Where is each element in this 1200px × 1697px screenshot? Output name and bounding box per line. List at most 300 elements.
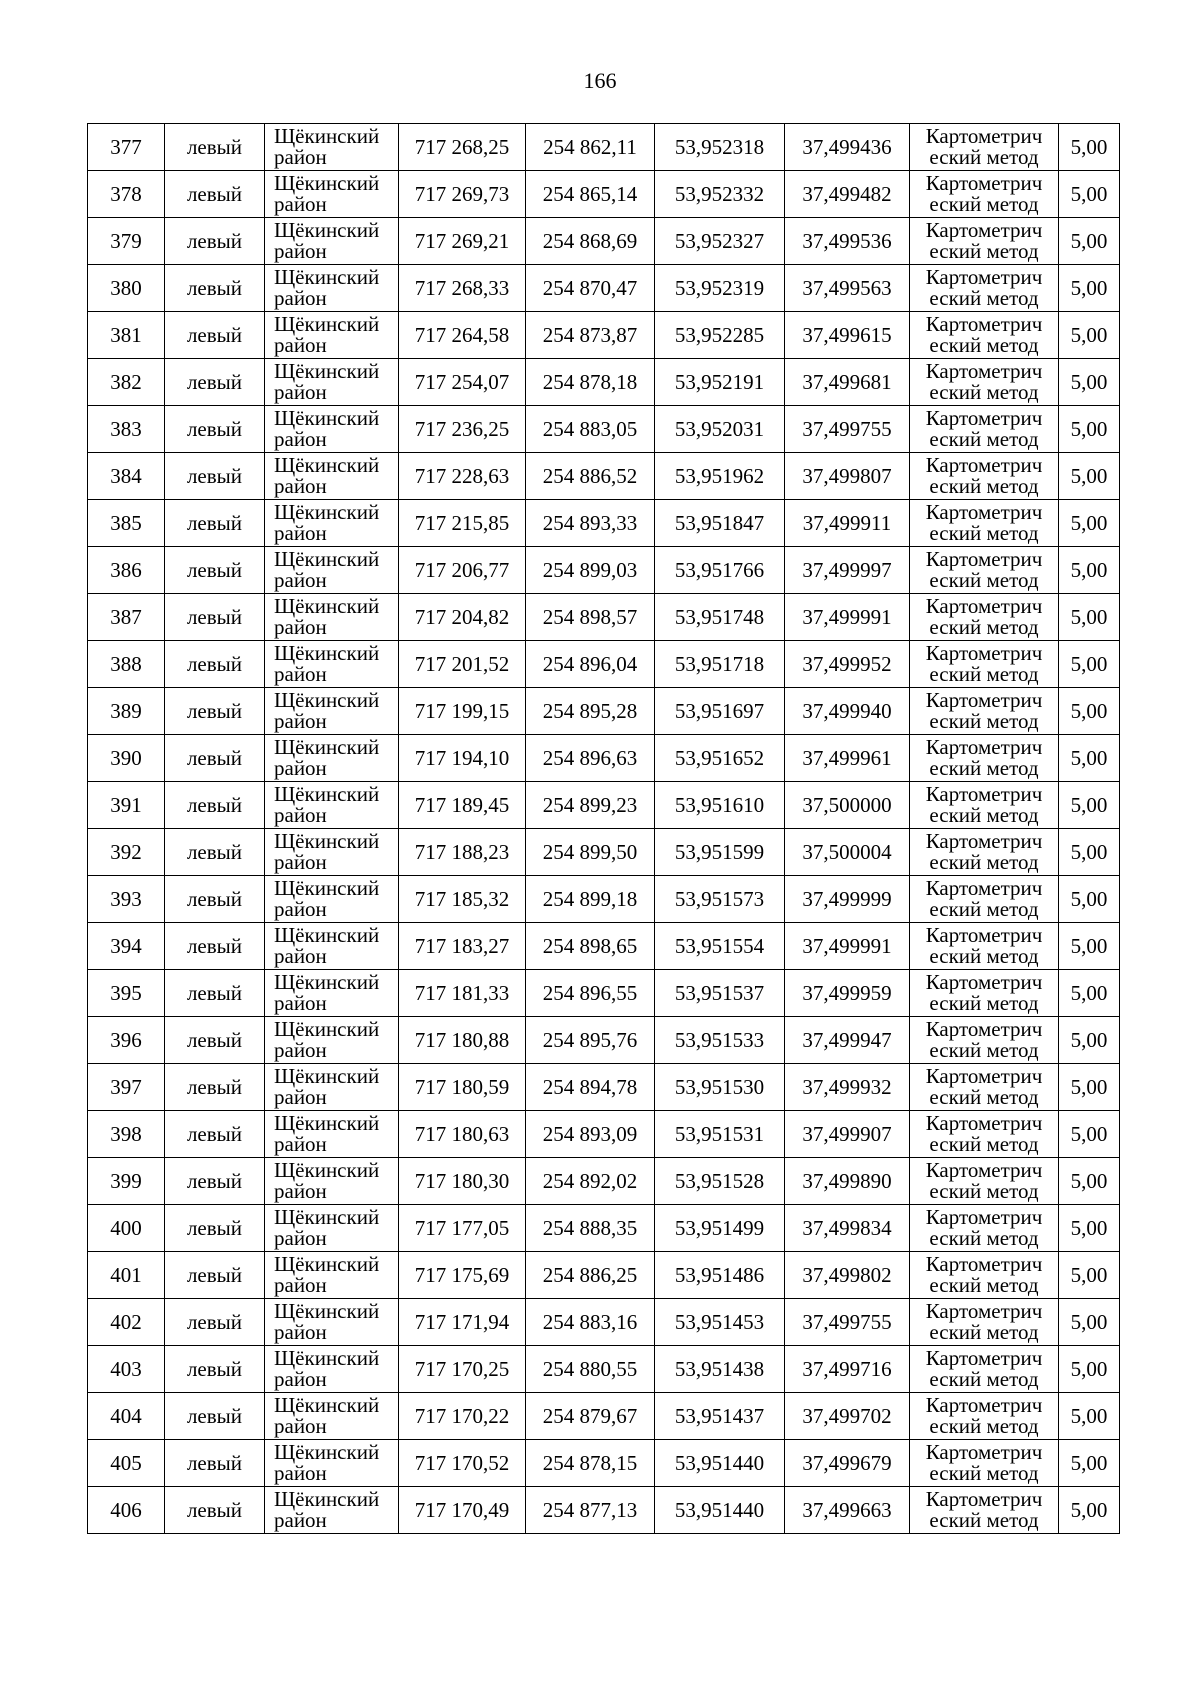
point-number-cell: 400: [88, 1205, 165, 1252]
x-coordinate-cell: 717 180,63: [399, 1111, 526, 1158]
method-line-1: Картометрич: [925, 406, 1043, 430]
table-row: [88, 1158, 1120, 1205]
district-line-1: Щёкинский: [274, 218, 380, 242]
x-coordinate-cell: 717 180,30: [399, 1158, 526, 1205]
method-line-2: еский метод: [929, 145, 1039, 169]
bank-side-cell: левый: [165, 735, 265, 782]
method-line-2: еский метод: [929, 1085, 1039, 1109]
method-cell: [910, 1299, 1059, 1346]
table-row: [88, 359, 1120, 406]
latitude-cell: 53,951610: [655, 782, 785, 829]
point-number-cell: 401: [88, 1252, 165, 1299]
table-row: [88, 265, 1120, 312]
y-coordinate-cell: 254 894,78: [526, 1064, 655, 1111]
bank-side-cell: левый: [165, 594, 265, 641]
point-number-cell: 391: [88, 782, 165, 829]
bank-side-cell: левый: [165, 171, 265, 218]
bank-side-cell: левый: [165, 923, 265, 970]
accuracy-cell: 5,00: [1059, 1487, 1120, 1534]
longitude-cell: 37,499615: [785, 312, 910, 359]
longitude-cell: 37,499997: [785, 547, 910, 594]
district-cell: [265, 594, 399, 641]
district-line-1: Щёкинский: [274, 782, 380, 806]
method-line-2: еский метод: [929, 709, 1039, 733]
district-cell: [265, 1064, 399, 1111]
x-coordinate-cell: 717 180,88: [399, 1017, 526, 1064]
bank-side-cell: левый: [165, 218, 265, 265]
district-line-1: Щёкинский: [274, 876, 380, 900]
table-row: [88, 829, 1120, 876]
latitude-cell: 53,952332: [655, 171, 785, 218]
table-row: [88, 1487, 1120, 1534]
method-cell: [910, 923, 1059, 970]
point-number-cell: 387: [88, 594, 165, 641]
method-line-1: Картометрич: [925, 1017, 1043, 1041]
y-coordinate-cell: 254 899,03: [526, 547, 655, 594]
district-cell: [265, 688, 399, 735]
x-coordinate-cell: 717 170,52: [399, 1440, 526, 1487]
method-line-2: еский метод: [929, 239, 1039, 263]
point-number-cell: 386: [88, 547, 165, 594]
longitude-cell: 37,499663: [785, 1487, 910, 1534]
district-line-1: Щёкинский: [274, 970, 380, 994]
district-line-1: Щёкинский: [274, 688, 380, 712]
district-line-1: Щёкинский: [274, 406, 380, 430]
table-row: [88, 1205, 1120, 1252]
latitude-cell: 53,951554: [655, 923, 785, 970]
point-number-cell: 403: [88, 1346, 165, 1393]
table-row: [88, 312, 1120, 359]
district-cell: [265, 265, 399, 312]
table-row: [88, 735, 1120, 782]
y-coordinate-cell: 254 899,23: [526, 782, 655, 829]
x-coordinate-cell: 717 185,32: [399, 876, 526, 923]
latitude-cell: 53,951718: [655, 641, 785, 688]
x-coordinate-cell: 717 206,77: [399, 547, 526, 594]
method-cell: [910, 359, 1059, 406]
page-number: 166: [583, 68, 617, 93]
bank-side-cell: левый: [165, 406, 265, 453]
longitude-cell: 37,499999: [785, 876, 910, 923]
x-coordinate-cell: 717 201,52: [399, 641, 526, 688]
bank-side-cell: левый: [165, 312, 265, 359]
latitude-cell: 53,951453: [655, 1299, 785, 1346]
district-line-2: район: [274, 897, 327, 921]
bank-side-cell: левый: [165, 1017, 265, 1064]
method-cell: [910, 1158, 1059, 1205]
latitude-cell: 53,952327: [655, 218, 785, 265]
district-cell: [265, 1111, 399, 1158]
district-cell: [265, 406, 399, 453]
latitude-cell: 53,951847: [655, 500, 785, 547]
district-line-1: Щёкинский: [274, 265, 380, 289]
accuracy-cell: 5,00: [1059, 1205, 1120, 1252]
point-number-cell: 379: [88, 218, 165, 265]
district-line-1: Щёкинский: [274, 1158, 380, 1182]
bank-side-cell: левый: [165, 124, 265, 171]
accuracy-cell: 5,00: [1059, 406, 1120, 453]
bank-side-cell: левый: [165, 829, 265, 876]
point-number-cell: 395: [88, 970, 165, 1017]
method-cell: [910, 735, 1059, 782]
accuracy-cell: 5,00: [1059, 312, 1120, 359]
latitude-cell: 53,951962: [655, 453, 785, 500]
y-coordinate-cell: 254 870,47: [526, 265, 655, 312]
y-coordinate-cell: 254 877,13: [526, 1487, 655, 1534]
x-coordinate-cell: 717 181,33: [399, 970, 526, 1017]
point-number-cell: 382: [88, 359, 165, 406]
bank-side-cell: левый: [165, 641, 265, 688]
district-cell: [265, 1393, 399, 1440]
y-coordinate-cell: 254 878,15: [526, 1440, 655, 1487]
method-line-1: Картометрич: [925, 1487, 1043, 1511]
method-line-2: еский метод: [929, 1179, 1039, 1203]
district-line-2: район: [274, 521, 327, 545]
district-cell: [265, 500, 399, 547]
x-coordinate-cell: 717 194,10: [399, 735, 526, 782]
district-line-2: район: [274, 803, 327, 827]
district-line-1: Щёкинский: [274, 500, 380, 524]
x-coordinate-cell: 717 268,25: [399, 124, 526, 171]
district-line-2: район: [274, 1226, 327, 1250]
longitude-cell: 37,499536: [785, 218, 910, 265]
method-line-2: еский метод: [929, 944, 1039, 968]
method-cell: [910, 453, 1059, 500]
district-cell: [265, 970, 399, 1017]
method-line-1: Картометрич: [925, 1158, 1043, 1182]
point-number-cell: 392: [88, 829, 165, 876]
bank-side-cell: левый: [165, 500, 265, 547]
latitude-cell: 53,951599: [655, 829, 785, 876]
district-line-1: Щёкинский: [274, 594, 380, 618]
district-line-2: район: [274, 1367, 327, 1391]
district-line-2: район: [274, 1132, 327, 1156]
method-line-2: еский метод: [929, 1273, 1039, 1297]
method-line-1: Картометрич: [925, 1205, 1043, 1229]
bank-side-cell: левый: [165, 1440, 265, 1487]
point-number-cell: 394: [88, 923, 165, 970]
longitude-cell: 37,499911: [785, 500, 910, 547]
method-cell: [910, 1205, 1059, 1252]
district-line-2: район: [274, 333, 327, 357]
district-line-1: Щёкинский: [274, 547, 380, 571]
point-number-cell: 384: [88, 453, 165, 500]
longitude-cell: 37,499890: [785, 1158, 910, 1205]
accuracy-cell: 5,00: [1059, 265, 1120, 312]
latitude-cell: 53,951652: [655, 735, 785, 782]
method-cell: [910, 124, 1059, 171]
table-row: [88, 1252, 1120, 1299]
x-coordinate-cell: 717 175,69: [399, 1252, 526, 1299]
district-line-1: Щёкинский: [274, 171, 380, 195]
y-coordinate-cell: 254 898,57: [526, 594, 655, 641]
accuracy-cell: 5,00: [1059, 1158, 1120, 1205]
district-line-2: район: [274, 1179, 327, 1203]
method-line-1: Картометрич: [925, 923, 1043, 947]
district-line-1: Щёкинский: [274, 641, 380, 665]
point-number-cell: 377: [88, 124, 165, 171]
district-cell: [265, 876, 399, 923]
district-line-2: район: [274, 1273, 327, 1297]
method-cell: [910, 1017, 1059, 1064]
table-row: [88, 782, 1120, 829]
district-line-1: Щёкинский: [274, 1346, 380, 1370]
latitude-cell: 53,951440: [655, 1440, 785, 1487]
method-line-2: еский метод: [929, 1320, 1039, 1344]
latitude-cell: 53,951530: [655, 1064, 785, 1111]
district-cell: [265, 735, 399, 782]
longitude-cell: 37,499952: [785, 641, 910, 688]
table-row: [88, 547, 1120, 594]
district-cell: [265, 124, 399, 171]
x-coordinate-cell: 717 170,49: [399, 1487, 526, 1534]
district-cell: [265, 547, 399, 594]
bank-side-cell: левый: [165, 453, 265, 500]
x-coordinate-cell: 717 264,58: [399, 312, 526, 359]
district-cell: [265, 641, 399, 688]
method-line-2: еский метод: [929, 286, 1039, 310]
y-coordinate-cell: 254 892,02: [526, 1158, 655, 1205]
point-number-cell: 396: [88, 1017, 165, 1064]
district-cell: [265, 1252, 399, 1299]
method-line-1: Картометрич: [925, 1064, 1043, 1088]
method-line-1: Картометрич: [925, 688, 1043, 712]
method-line-1: Картометрич: [925, 876, 1043, 900]
table-row: [88, 641, 1120, 688]
accuracy-cell: 5,00: [1059, 1346, 1120, 1393]
district-cell: [265, 1017, 399, 1064]
latitude-cell: 53,951531: [655, 1111, 785, 1158]
x-coordinate-cell: 717 269,73: [399, 171, 526, 218]
district-line-2: район: [274, 1508, 327, 1532]
district-line-2: район: [274, 568, 327, 592]
accuracy-cell: 5,00: [1059, 829, 1120, 876]
x-coordinate-cell: 717 236,25: [399, 406, 526, 453]
longitude-cell: 37,499755: [785, 1299, 910, 1346]
method-line-2: еский метод: [929, 568, 1039, 592]
bank-side-cell: левый: [165, 1346, 265, 1393]
method-line-2: еский метод: [929, 521, 1039, 545]
district-line-1: Щёкинский: [274, 1111, 380, 1135]
table-row: [88, 124, 1120, 171]
bank-side-cell: левый: [165, 688, 265, 735]
longitude-cell: 37,499807: [785, 453, 910, 500]
x-coordinate-cell: 717 228,63: [399, 453, 526, 500]
method-line-1: Картометрич: [925, 453, 1043, 477]
method-line-1: Картометрич: [925, 547, 1043, 571]
method-line-2: еский метод: [929, 1508, 1039, 1532]
longitude-cell: 37,500000: [785, 782, 910, 829]
y-coordinate-cell: 254 893,09: [526, 1111, 655, 1158]
accuracy-cell: 5,00: [1059, 1064, 1120, 1111]
x-coordinate-cell: 717 170,25: [399, 1346, 526, 1393]
accuracy-cell: 5,00: [1059, 641, 1120, 688]
accuracy-cell: 5,00: [1059, 594, 1120, 641]
table-row: [88, 453, 1120, 500]
accuracy-cell: 5,00: [1059, 124, 1120, 171]
x-coordinate-cell: 717 170,22: [399, 1393, 526, 1440]
table-row: [88, 876, 1120, 923]
method-line-2: еский метод: [929, 662, 1039, 686]
method-line-1: Картометрич: [925, 782, 1043, 806]
district-cell: [265, 312, 399, 359]
x-coordinate-cell: 717 188,23: [399, 829, 526, 876]
latitude-cell: 53,951766: [655, 547, 785, 594]
point-number-cell: 402: [88, 1299, 165, 1346]
method-cell: [910, 1064, 1059, 1111]
y-coordinate-cell: 254 883,16: [526, 1299, 655, 1346]
longitude-cell: 37,499907: [785, 1111, 910, 1158]
method-cell: [910, 782, 1059, 829]
method-cell: [910, 970, 1059, 1017]
bank-side-cell: левый: [165, 1299, 265, 1346]
method-cell: [910, 406, 1059, 453]
district-line-1: Щёкинский: [274, 1299, 380, 1323]
method-cell: [910, 547, 1059, 594]
method-line-1: Картометрич: [925, 312, 1043, 336]
method-line-2: еский метод: [929, 803, 1039, 827]
accuracy-cell: 5,00: [1059, 500, 1120, 547]
district-line-2: район: [274, 192, 327, 216]
y-coordinate-cell: 254 898,65: [526, 923, 655, 970]
table-row: [88, 1440, 1120, 1487]
coordinates-table: [87, 123, 1120, 1534]
district-line-2: район: [274, 991, 327, 1015]
accuracy-cell: 5,00: [1059, 735, 1120, 782]
district-line-1: Щёкинский: [274, 312, 380, 336]
longitude-cell: 37,499563: [785, 265, 910, 312]
bank-side-cell: левый: [165, 265, 265, 312]
bank-side-cell: левый: [165, 547, 265, 594]
y-coordinate-cell: 254 899,18: [526, 876, 655, 923]
district-line-2: район: [274, 709, 327, 733]
method-line-1: Картометрич: [925, 970, 1043, 994]
method-line-1: Картометрич: [925, 829, 1043, 853]
district-line-2: район: [274, 145, 327, 169]
y-coordinate-cell: 254 893,33: [526, 500, 655, 547]
accuracy-cell: 5,00: [1059, 876, 1120, 923]
longitude-cell: 37,499482: [785, 171, 910, 218]
point-number-cell: 389: [88, 688, 165, 735]
latitude-cell: 53,951573: [655, 876, 785, 923]
table-row: [88, 688, 1120, 735]
method-cell: [910, 829, 1059, 876]
accuracy-cell: 5,00: [1059, 688, 1120, 735]
district-line-2: район: [274, 850, 327, 874]
district-line-2: район: [274, 380, 327, 404]
point-number-cell: 383: [88, 406, 165, 453]
bank-side-cell: левый: [165, 970, 265, 1017]
method-line-2: еский метод: [929, 1132, 1039, 1156]
bank-side-cell: левый: [165, 1111, 265, 1158]
method-line-2: еский метод: [929, 756, 1039, 780]
method-line-1: Картометрич: [925, 1440, 1043, 1464]
accuracy-cell: 5,00: [1059, 171, 1120, 218]
accuracy-cell: 5,00: [1059, 923, 1120, 970]
method-line-2: еский метод: [929, 427, 1039, 451]
point-number-cell: 406: [88, 1487, 165, 1534]
district-line-1: Щёкинский: [274, 1440, 380, 1464]
method-line-2: еский метод: [929, 333, 1039, 357]
table-row: [88, 406, 1120, 453]
y-coordinate-cell: 254 896,63: [526, 735, 655, 782]
district-cell: [265, 1158, 399, 1205]
district-line-2: район: [274, 1320, 327, 1344]
district-line-2: район: [274, 427, 327, 451]
y-coordinate-cell: 254 899,50: [526, 829, 655, 876]
y-coordinate-cell: 254 895,28: [526, 688, 655, 735]
district-line-1: Щёкинский: [274, 1017, 380, 1041]
bank-side-cell: левый: [165, 1252, 265, 1299]
district-cell: [265, 1346, 399, 1393]
longitude-cell: 37,499991: [785, 594, 910, 641]
longitude-cell: 37,499932: [785, 1064, 910, 1111]
longitude-cell: 37,499716: [785, 1346, 910, 1393]
table-row: [88, 1017, 1120, 1064]
district-cell: [265, 171, 399, 218]
district-cell: [265, 1487, 399, 1534]
district-line-1: Щёкинский: [274, 359, 380, 383]
method-cell: [910, 1487, 1059, 1534]
accuracy-cell: 5,00: [1059, 1252, 1120, 1299]
x-coordinate-cell: 717 199,15: [399, 688, 526, 735]
longitude-cell: 37,499961: [785, 735, 910, 782]
table-body: [88, 124, 1120, 1534]
point-number-cell: 393: [88, 876, 165, 923]
latitude-cell: 53,952031: [655, 406, 785, 453]
longitude-cell: 37,499834: [785, 1205, 910, 1252]
method-line-2: еский метод: [929, 897, 1039, 921]
method-cell: [910, 641, 1059, 688]
table-row: [88, 1346, 1120, 1393]
district-line-1: Щёкинский: [274, 923, 380, 947]
point-number-cell: 381: [88, 312, 165, 359]
y-coordinate-cell: 254 896,04: [526, 641, 655, 688]
longitude-cell: 37,499679: [785, 1440, 910, 1487]
latitude-cell: 53,951440: [655, 1487, 785, 1534]
method-line-1: Картометрич: [925, 171, 1043, 195]
point-number-cell: 404: [88, 1393, 165, 1440]
method-line-1: Картометрич: [925, 641, 1043, 665]
method-line-1: Картометрич: [925, 218, 1043, 242]
district-line-2: район: [274, 1085, 327, 1109]
district-line-1: Щёкинский: [274, 1393, 380, 1417]
method-cell: [910, 594, 1059, 641]
district-cell: [265, 359, 399, 406]
district-line-1: Щёкинский: [274, 1252, 380, 1276]
y-coordinate-cell: 254 873,87: [526, 312, 655, 359]
latitude-cell: 53,952285: [655, 312, 785, 359]
district-line-2: район: [274, 662, 327, 686]
method-cell: [910, 1252, 1059, 1299]
district-cell: [265, 453, 399, 500]
method-cell: [910, 265, 1059, 312]
method-line-2: еский метод: [929, 380, 1039, 404]
x-coordinate-cell: 717 268,33: [399, 265, 526, 312]
table-row: [88, 1064, 1120, 1111]
latitude-cell: 53,951537: [655, 970, 785, 1017]
district-line-1: Щёкинский: [274, 735, 380, 759]
district-cell: [265, 1205, 399, 1252]
method-line-2: еский метод: [929, 192, 1039, 216]
method-line-2: еский метод: [929, 1414, 1039, 1438]
x-coordinate-cell: 717 215,85: [399, 500, 526, 547]
accuracy-cell: 5,00: [1059, 1299, 1120, 1346]
latitude-cell: 53,952191: [655, 359, 785, 406]
method-cell: [910, 312, 1059, 359]
table-row: [88, 1299, 1120, 1346]
longitude-cell: 37,499436: [785, 124, 910, 171]
